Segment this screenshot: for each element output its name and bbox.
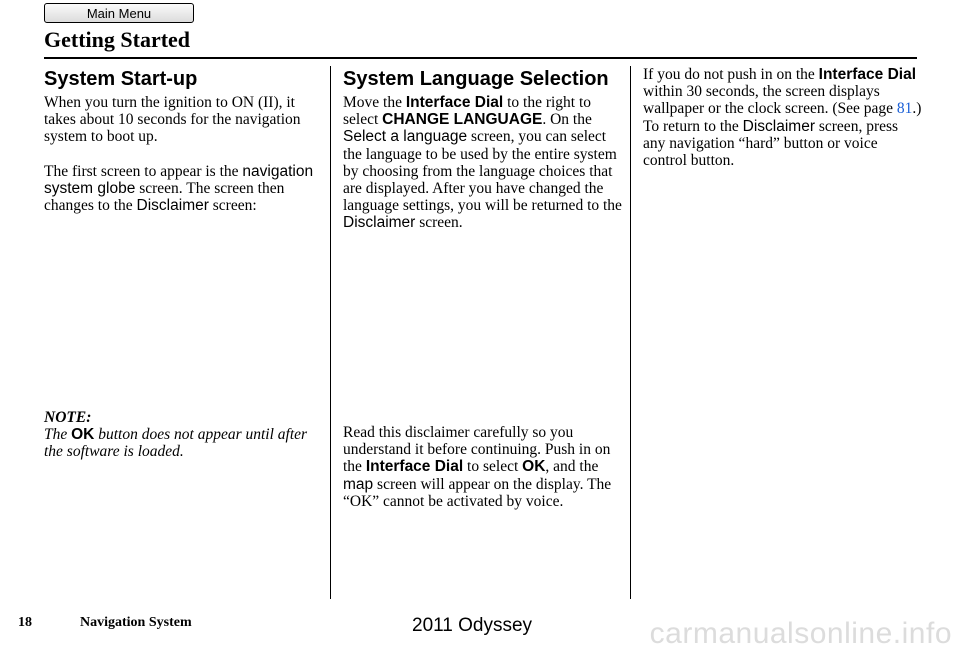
column-timeout bbox=[643, 66, 923, 186]
text-segment: , and the bbox=[545, 458, 599, 476]
text-segment: screen, press any navigation “hard” button or voice control button. bbox=[643, 117, 899, 170]
column-start-up bbox=[44, 66, 319, 231]
term-ok: OK bbox=[522, 458, 546, 476]
term-interface-dial: Interface Dial bbox=[405, 94, 504, 111]
text-segment: If you do not push in on the bbox=[643, 66, 819, 83]
term-disclaimer: Disclaimer bbox=[136, 197, 209, 215]
note-block bbox=[44, 409, 319, 461]
term-disclaimer: Disclaimer bbox=[343, 214, 416, 232]
main-menu-button[interactable]: Main Menu bbox=[44, 3, 194, 23]
page-number: 18 bbox=[18, 615, 32, 630]
term-interface-dial: Interface Dial bbox=[818, 66, 917, 83]
title-divider bbox=[44, 57, 917, 59]
term-ok: OK bbox=[71, 426, 95, 444]
paragraph-first-screen bbox=[44, 163, 319, 215]
text-segment: .) To return to the bbox=[643, 100, 922, 135]
page-title: Getting Started bbox=[44, 27, 191, 52]
text-segment: screen, you can select the language to be used by the entire system by choosing from the language choices that are displayed. After you have changed the language settings, you will be returned to the bbox=[343, 128, 622, 215]
text-segment: screen will appear on the display. The “OK” cannot be activated by voice. bbox=[343, 475, 612, 510]
text-segment: Read this disclaimer carefully so you understand it before continuing. Push in on the bbox=[343, 424, 611, 476]
term-select-a-language: Select a language bbox=[343, 128, 468, 146]
text-segment: . On the bbox=[542, 111, 592, 129]
text-segment: The bbox=[44, 426, 72, 444]
note-label: NOTE: bbox=[44, 409, 92, 426]
text-segment: screen: bbox=[208, 197, 257, 215]
watermark: carmanualsonline.info bbox=[649, 617, 952, 650]
text-segment: screen. bbox=[415, 214, 463, 232]
column-divider-1 bbox=[330, 66, 331, 599]
footer-section: Navigation System bbox=[80, 615, 192, 630]
term-change-language: CHANGE LANGUAGE bbox=[382, 111, 543, 129]
text-segment: to the right to select bbox=[343, 94, 592, 129]
text-segment: Move the bbox=[343, 94, 406, 111]
text-segment: The first screen to appear is the bbox=[44, 162, 243, 180]
paragraph-disclaimer-read bbox=[343, 424, 623, 510]
page-link-81[interactable]: 81 bbox=[896, 100, 913, 118]
text-segment: within 30 seconds, the screen displays wallpaper or the clock screen. (See page bbox=[643, 83, 897, 118]
paragraph-timeout bbox=[643, 66, 923, 169]
text-segment: to select bbox=[463, 458, 523, 476]
term-navigation-system-globe: navigation system globe bbox=[44, 162, 314, 197]
column-divider-2 bbox=[630, 66, 631, 599]
text-segment: screen. The screen then changes to the bbox=[44, 179, 285, 215]
text-segment: button does not appear until after the software is loaded. bbox=[44, 426, 308, 461]
term-map: map bbox=[343, 475, 374, 493]
term-interface-dial: Interface Dial bbox=[365, 458, 464, 476]
term-disclaimer: Disclaimer bbox=[742, 117, 815, 135]
paragraph-boot-time: When you turn the ignition to ON (II), it takes about 10 seconds for the navigation system to boot up. bbox=[44, 94, 301, 146]
heading-language-selection: System Language Selection bbox=[343, 68, 609, 90]
footer-model: 2011 Odyssey bbox=[412, 615, 533, 636]
heading-system-start-up: System Start-up bbox=[44, 68, 198, 90]
paragraph-language-instructions bbox=[343, 94, 623, 232]
column-language-selection bbox=[343, 66, 623, 249]
